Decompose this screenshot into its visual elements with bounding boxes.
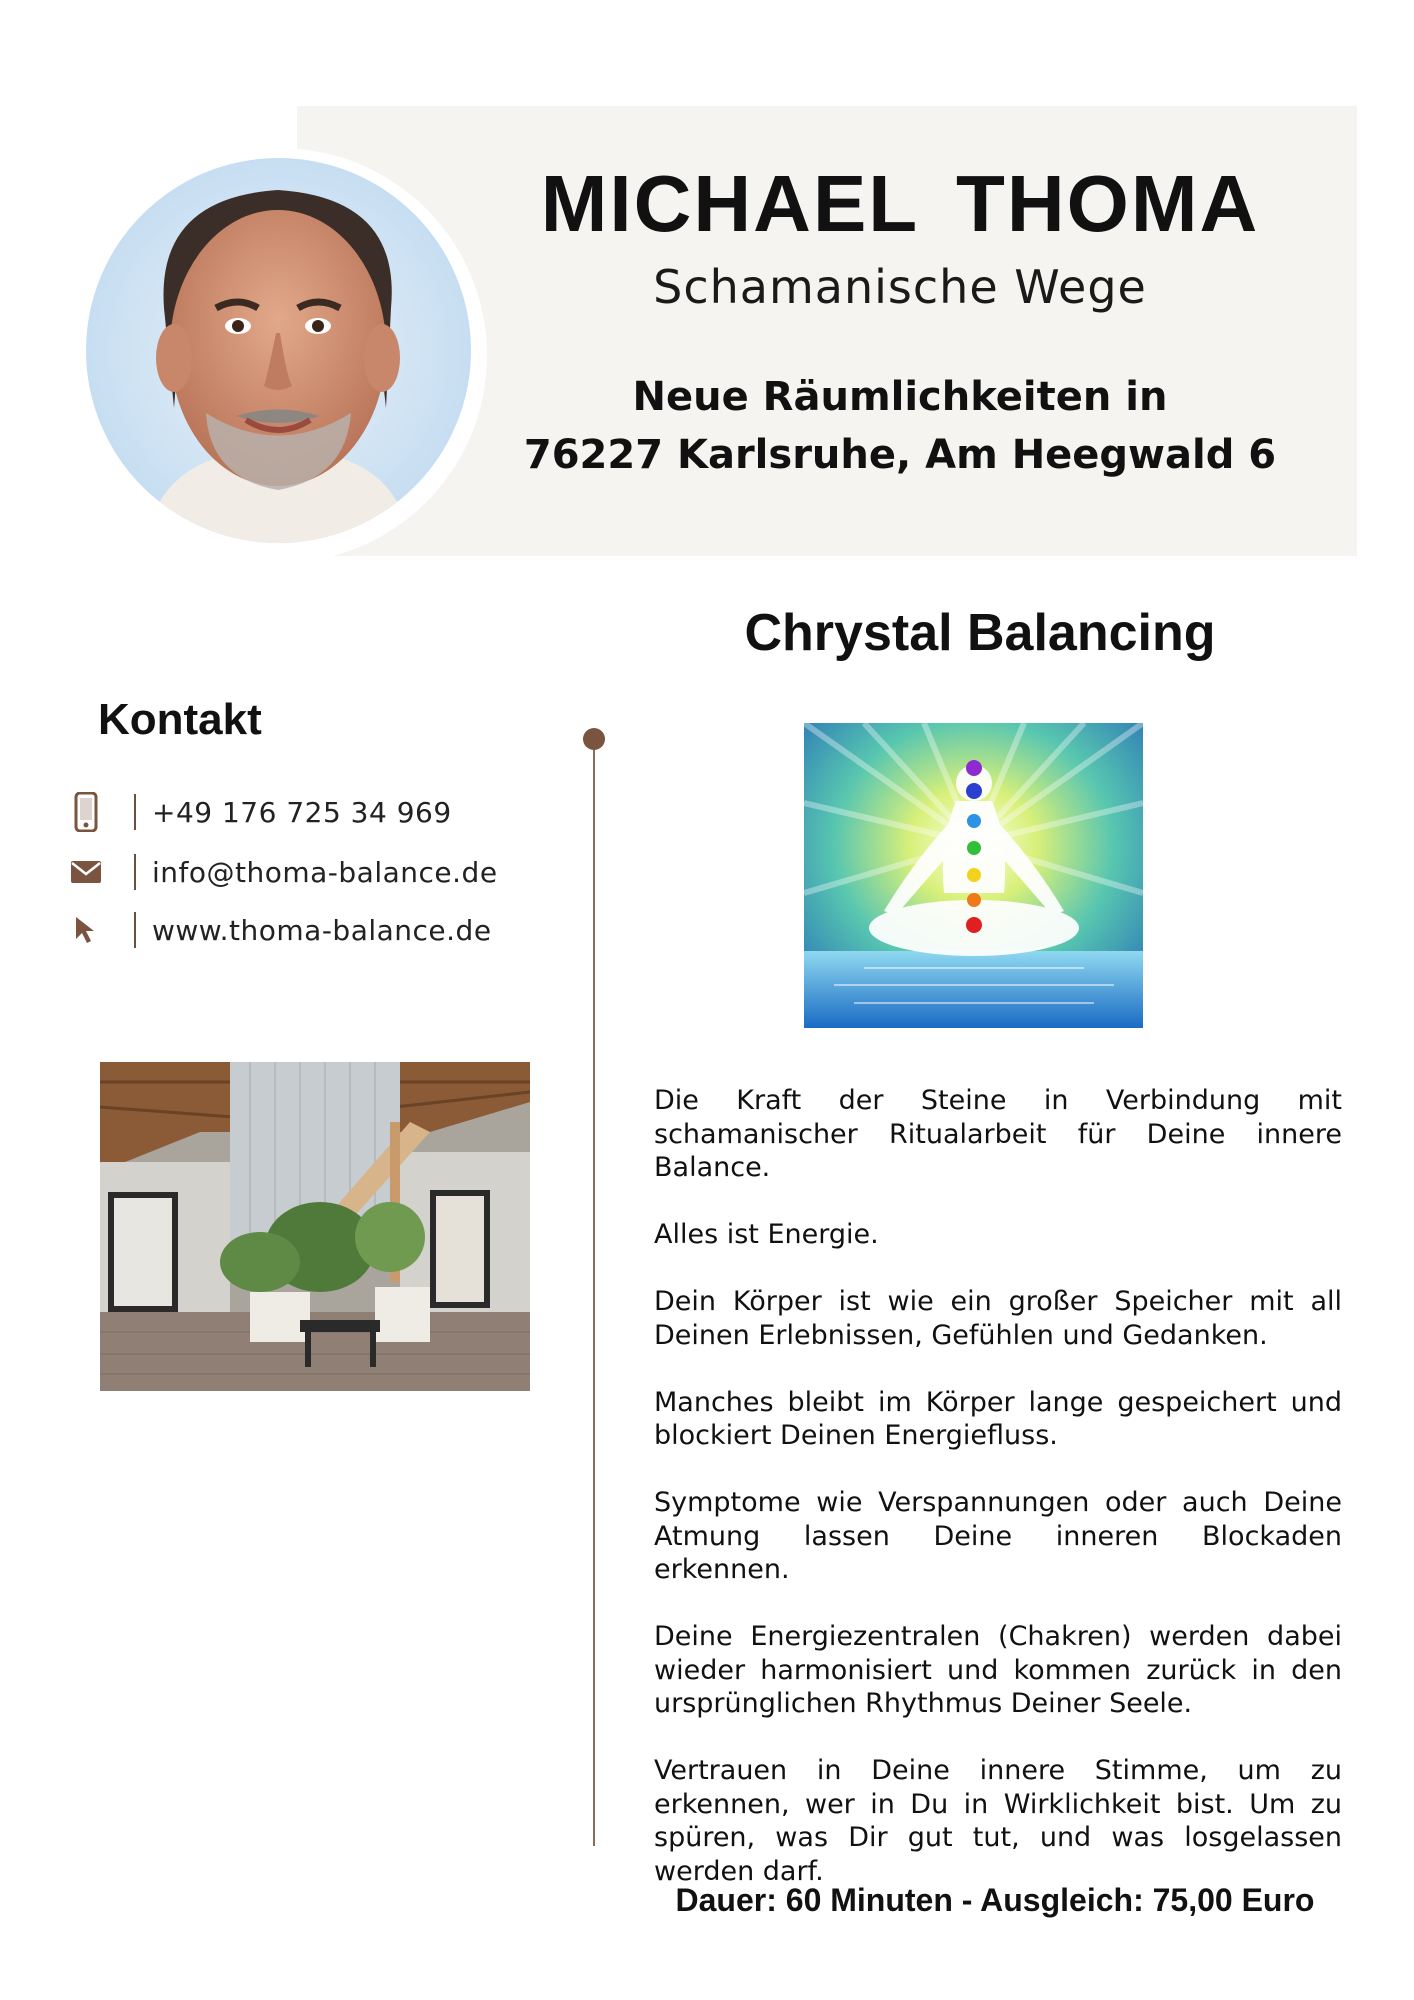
person-name: MICHAEL THOMA — [540, 159, 1260, 248]
location-announcement — [500, 368, 1300, 484]
timeline-divider — [593, 740, 595, 1846]
divider — [134, 854, 136, 890]
announcement-line-1: Neue Räumlichkeiten in — [632, 374, 1168, 420]
venue-photo — [100, 1062, 530, 1391]
mail-icon — [64, 850, 108, 894]
service-title: Chrystal Balancing — [744, 604, 1216, 662]
divider — [134, 912, 136, 948]
paragraph: Deine Energiezentralen (Chakren) werden dabei wieder harmonisiert und kommen zurück in den ursprünglichen Rhythmus Deiner Seele. — [654, 1621, 1342, 1719]
paragraph: Manches bleibt im Körper lange gespeichert und blockiert Deinen Energiefluss. — [654, 1386, 1342, 1451]
price-info: Dauer: 60 Minuten - Ausgleich: 75,00 Euro — [675, 1882, 1315, 1918]
subtitle: Schamanische Wege — [653, 260, 1147, 314]
email-address[interactable]: info@thoma-balance.de — [152, 855, 498, 889]
cursor-icon — [64, 908, 108, 952]
paragraph: Dein Körper ist wie ein großer Speicher mit all Deinen Erlebnissen, Gefühlen und Gedanken. — [654, 1286, 1342, 1351]
contact-phone[interactable] — [64, 790, 534, 834]
phone-icon — [64, 790, 108, 834]
website-url[interactable]: www.thoma-balance.de — [152, 913, 492, 947]
announcement-line-2: 76227 Karlsruhe, Am Heegwald 6 — [523, 432, 1277, 478]
service-description — [654, 1084, 1342, 1888]
paragraph: Symptome wie Verspannungen oder auch Deine Atmung lassen Deine inneren Blockaden erkennen. — [654, 1487, 1342, 1585]
paragraph: Die Kraft der Steine in Verbindung mit schamanischer Ritualarbeit für Deine innere Balance. — [654, 1085, 1342, 1183]
chakra-meditation-image — [804, 723, 1143, 1028]
contact-email[interactable] — [64, 850, 534, 894]
timeline-dot — [583, 728, 605, 750]
portrait-photo — [86, 158, 471, 543]
contact-website[interactable] — [64, 908, 534, 952]
paragraph: Alles ist Energie. — [654, 1219, 879, 1250]
divider — [134, 794, 136, 830]
phone-number[interactable]: +49 176 725 34 969 — [152, 795, 452, 829]
contact-heading: Kontakt — [98, 695, 262, 744]
paragraph: Vertrauen in Deine innere Stimme, um zu erkennen, wer in Du in Wirklichkeit bist. Um zu spüren, was Dir gut tut, und was losgelassen werden darf. — [654, 1755, 1342, 1887]
